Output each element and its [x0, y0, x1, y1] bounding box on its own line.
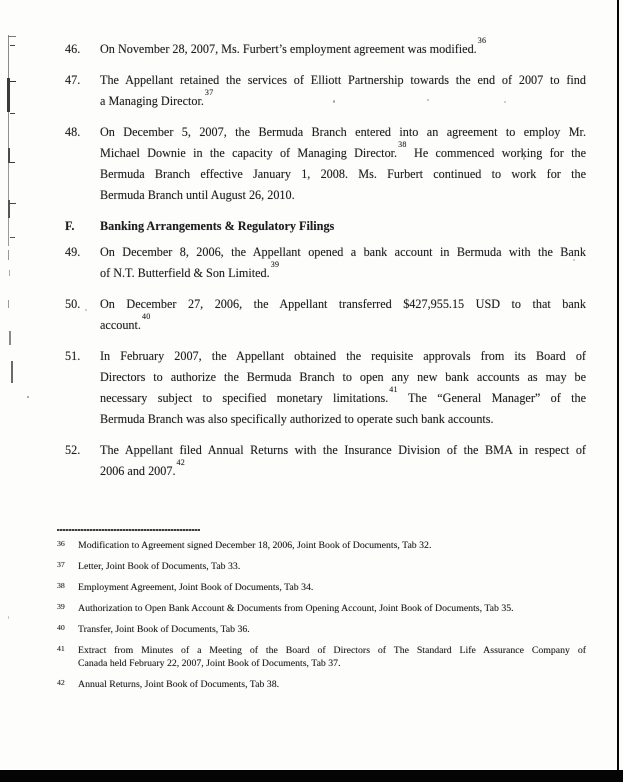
paragraph — [65, 242, 586, 284]
scan-artifact-left-line — [8, 35, 9, 78]
footnote-text — [78, 560, 586, 573]
text-run: Authorization to Open Bank Account & Documents from Opening Account, Joint Book of Documents, Tab 35. — [78, 603, 514, 614]
paragraph-number: 50. — [65, 297, 81, 311]
footnote-ref: 40 — [141, 312, 151, 322]
footnote-ref: 36 — [477, 36, 487, 46]
scan-artifact-mark — [8, 250, 9, 260]
footnote-ref: 39 — [270, 260, 280, 270]
paragraph-text — [100, 242, 586, 284]
scan-artifact-left-line — [8, 112, 9, 148]
body-text — [65, 36, 587, 492]
scan-artifact-left-line — [8, 218, 9, 246]
text-run: On December 27, 2006, the Appellant transferred $427,955.15 USD to that bank — [100, 297, 586, 311]
footnote — [57, 678, 586, 691]
footnote — [57, 644, 586, 670]
text-run: The “General Manager” of the — [397, 391, 586, 405]
paragraph-text — [100, 294, 586, 336]
paragraph — [65, 346, 586, 430]
text-line — [100, 294, 586, 315]
text-run: The Appellant retained the services of Elliott Partnership towards the end of 2007 to find — [100, 73, 586, 87]
text-line — [78, 657, 586, 670]
text-line — [100, 216, 586, 237]
paragraph-text — [100, 440, 586, 482]
paragraph-text — [100, 70, 586, 112]
footnote — [57, 581, 586, 594]
footnote-ref: 42 — [176, 458, 186, 468]
text-run: On November 28, 2007, Ms. Furbert’s employment agreement was modified. — [100, 42, 477, 56]
footnote-number: 42 — [57, 678, 65, 687]
scan-artifact-mark — [9, 270, 10, 276]
text-line — [78, 678, 586, 691]
scan-artifact-tick — [10, 113, 15, 114]
paragraph — [65, 122, 586, 206]
text-line — [78, 539, 586, 552]
section-heading — [65, 216, 586, 237]
paragraph — [65, 440, 586, 482]
footnote-separator — [57, 529, 200, 531]
text-run: Bermuda Branch effective January 1, 2008. Ms. Furbert continued to work for the — [100, 167, 586, 181]
footnote — [57, 539, 586, 552]
footnote-ref: 37 — [204, 88, 214, 98]
footnote-number: 36 — [57, 539, 65, 548]
text-run: On December 5, 2007, the Bermuda Branch entered into an agreement to employ Mr. — [100, 125, 586, 139]
text-line — [100, 88, 586, 112]
footnote-number: 41 — [57, 644, 65, 653]
text-run: Bermuda Branch was also specifically authorized to operate such bank accounts. — [100, 412, 494, 426]
paragraph-text — [100, 346, 586, 430]
text-run: a Managing Director. — [100, 94, 204, 108]
text-line — [78, 623, 586, 636]
footnotes-section — [57, 529, 586, 699]
text-run: Directors to authorize the Bermuda Branch to open any new bank accounts as may be — [100, 370, 586, 384]
footnote-ref: 41 — [389, 385, 398, 395]
scan-noise-dot — [27, 396, 29, 398]
text-run: Employment Agreement, Joint Book of Documents, Tab 34. — [78, 582, 314, 593]
footnote-text — [78, 602, 586, 615]
text-run: necessary subject to specified monetary limitations. — [100, 391, 389, 405]
text-line — [100, 164, 586, 185]
text-line — [100, 260, 586, 284]
paragraph-number: F. — [65, 219, 75, 233]
footnote — [57, 623, 586, 636]
text-line — [78, 602, 586, 615]
text-run: of N.T. Butterfield & Son Limited. — [100, 266, 270, 280]
footnote-number: 38 — [57, 581, 65, 590]
text-run: The Appellant filed Annual Returns with the Insurance Division of the BMA in respect of — [100, 443, 586, 457]
text-run: Annual Returns, Joint Book of Documents, Tab 38. — [78, 679, 280, 690]
paragraph — [65, 70, 586, 112]
scan-noise-dot — [8, 616, 9, 619]
text-line — [100, 312, 586, 336]
paragraph-number: 49. — [65, 245, 81, 259]
paragraph-text — [100, 216, 586, 237]
text-line — [100, 346, 586, 367]
text-line — [100, 242, 586, 263]
text-line — [78, 581, 586, 594]
text-line — [100, 70, 586, 91]
footnote — [57, 602, 586, 615]
text-run: Banking Arrangements & Regulatory Filings — [100, 219, 335, 233]
footnote-text — [78, 539, 586, 552]
paragraph-text — [100, 122, 586, 206]
scan-artifact-tick — [10, 81, 16, 82]
footnote — [57, 560, 586, 573]
footnote-number: 39 — [57, 602, 65, 611]
footnote-list — [57, 539, 586, 691]
footnote-number: 40 — [57, 623, 65, 632]
scan-artifact-left-line — [8, 163, 9, 200]
scan-artifact-mark — [11, 361, 13, 383]
text-run: Letter, Joint Book of Documents, Tab 33. — [78, 561, 241, 572]
scan-artifact-mark — [8, 300, 9, 308]
scan-artifact-tick — [10, 237, 15, 238]
text-run: account. — [100, 318, 141, 332]
text-run: On December 8, 2006, the Appellant opened a bank account in Bermuda with the Bank — [100, 245, 586, 259]
text-line — [78, 644, 586, 657]
footnote-number: 37 — [57, 560, 65, 569]
paragraph-number: 46. — [65, 42, 81, 56]
footnote-text — [78, 678, 586, 691]
paragraph-text — [100, 36, 586, 60]
text-line — [100, 440, 586, 461]
footnote-text — [78, 644, 586, 670]
text-line — [100, 122, 586, 143]
scan-artifact-left-line — [7, 78, 10, 112]
text-line — [100, 140, 587, 164]
paragraph-number: 48. — [65, 125, 81, 139]
text-run: Modification to Agreement signed December 18, 2006, Joint Book of Documents, Tab 32. — [78, 540, 432, 551]
footnote-text — [78, 623, 586, 636]
scan-artifact-hook — [8, 36, 16, 37]
footnote-text — [78, 581, 586, 594]
footnote-ref: 38 — [398, 140, 407, 150]
scan-artifact-tick — [10, 162, 15, 163]
paragraph — [65, 36, 586, 60]
scan-artifact-left-line — [8, 148, 10, 163]
text-line — [100, 458, 586, 482]
scan-artifact-mark — [9, 331, 11, 345]
page-edge-right — [617, 0, 619, 782]
text-run: Canada held February 22, 2007, Joint Book of Documents, Tab 37. — [78, 658, 341, 669]
text-run: Extract from Minutes of a Meeting of the Board of Directors of The Standard Life Assurance Company of — [78, 645, 586, 656]
page-edge-bottom — [0, 770, 623, 782]
text-line — [100, 36, 586, 60]
scan-artifact-tick — [10, 45, 15, 46]
text-run: Transfer, Joint Book of Documents, Tab 36. — [78, 624, 250, 635]
paragraph-number: 47. — [65, 73, 81, 87]
paragraph-number: 51. — [65, 349, 81, 363]
text-run: Bermuda Branch until August 26, 2010. — [100, 188, 295, 202]
paragraph-number: 52. — [65, 443, 81, 457]
text-run: In February 2007, the Appellant obtained the requisite approvals from its Board of — [100, 349, 586, 363]
paragraph — [65, 294, 586, 336]
text-line — [100, 409, 586, 430]
text-run: Michael Downie in the capacity of Managing Director. — [100, 146, 398, 160]
scan-artifact-tick — [10, 203, 16, 204]
text-line — [100, 385, 586, 409]
text-run: He commenced working for the — [406, 146, 587, 160]
text-run: 2006 and 2007. — [100, 464, 176, 478]
text-line — [100, 185, 586, 206]
text-line — [100, 367, 586, 388]
text-line — [78, 560, 586, 573]
